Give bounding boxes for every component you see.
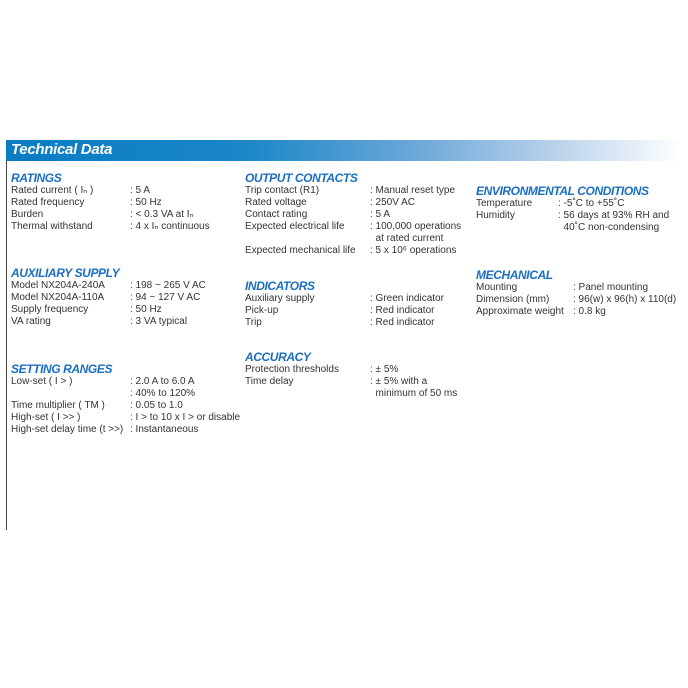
spec-label: Mounting — [476, 282, 518, 293]
spec-value: : Panel mounting — [573, 282, 649, 293]
spec-label: Supply frequency — [11, 304, 89, 315]
spec-row — [245, 317, 435, 329]
spec-label: VA rating — [11, 316, 51, 327]
left-border-line — [6, 140, 7, 530]
section-heading: ACCURACY — [245, 350, 311, 364]
spec-row — [11, 376, 195, 388]
spec-value: : 56 days at 93% RH and — [558, 210, 670, 221]
spec-row — [245, 305, 435, 317]
page-title: Technical Data — [11, 141, 113, 158]
spec-value: : 0.05 to 1.0 — [130, 400, 183, 411]
section-environmental-conditions — [476, 184, 670, 234]
section-indicators — [245, 279, 444, 329]
section-heading: SETTING RANGES — [11, 362, 113, 376]
spec-value: : 3 VA typical — [130, 316, 188, 327]
spec-value: : 40% to 120% — [130, 388, 196, 399]
spec-label: Expected electrical life — [245, 221, 345, 232]
spec-row — [11, 209, 194, 221]
spec-value: : ± 5% with a — [370, 376, 428, 387]
spec-label: Rated current ( Iₙ ) — [11, 185, 94, 196]
spec-label: Temperature — [476, 198, 533, 209]
spec-value: : 100,000 operations — [370, 221, 462, 232]
spec-label: Burden — [11, 209, 44, 220]
spec-row — [245, 376, 428, 388]
spec-value: : 250V AC — [370, 197, 416, 208]
section-auxiliary-supply — [11, 266, 206, 328]
spec-row — [11, 280, 206, 292]
spec-row — [476, 294, 677, 306]
section-heading: INDICATORS — [245, 279, 315, 293]
spec-row — [245, 233, 444, 245]
spec-value: : Red indicator — [370, 317, 435, 328]
spec-label: Low-set ( I > ) — [11, 376, 73, 387]
spec-value: : 96(w) x 96(h) x 110(d) — [573, 294, 677, 305]
spec-row — [476, 210, 670, 222]
spec-row — [11, 316, 188, 328]
section-heading: OUTPUT CONTACTS — [245, 171, 358, 185]
spec-value: : 5 A — [370, 209, 391, 220]
spec-value: : -5˚C to +55˚C — [558, 198, 625, 209]
section-accuracy — [245, 350, 458, 400]
spec-label: Thermal withstand — [11, 221, 93, 232]
spec-row — [476, 198, 649, 210]
spec-row — [11, 221, 210, 233]
spec-row — [245, 209, 391, 221]
section-ratings — [11, 171, 210, 233]
spec-value: : I > to 10 x I > or disable — [130, 412, 241, 423]
section-mechanical — [476, 268, 677, 318]
spec-label: Dimension (mm) — [476, 294, 550, 305]
section-heading: RATINGS — [11, 171, 62, 185]
spec-label: Time delay — [245, 376, 294, 387]
spec-row — [11, 185, 151, 197]
spec-label: High-set delay time (t >>) — [11, 424, 124, 435]
spec-value: : Instantaneous — [130, 424, 199, 435]
spec-label: Trip — [245, 317, 262, 328]
spec-label: Model NX204A-240A — [11, 280, 105, 291]
spec-row — [245, 197, 416, 209]
spec-label: Rated frequency — [11, 197, 85, 208]
spec-value: : 50 Hz — [130, 304, 162, 315]
spec-value: 40˚C non-condensing — [558, 222, 660, 233]
spec-row — [245, 185, 456, 197]
spec-value: : 2.0 A to 6.0 A — [130, 376, 195, 387]
spec-value: : < 0.3 VA at Iₙ — [130, 209, 194, 220]
spec-row — [11, 388, 196, 400]
spec-row — [245, 364, 399, 376]
spec-value: minimum of 50 ms — [370, 388, 458, 399]
spec-label: Auxiliary supply — [245, 293, 315, 304]
section-setting-ranges — [11, 362, 241, 436]
spec-row — [245, 293, 444, 305]
spec-value: : 0.8 kg — [573, 306, 606, 317]
spec-row — [11, 400, 183, 412]
spec-value: : 5 x 10⁶ operations — [370, 245, 457, 256]
spec-row — [245, 245, 457, 257]
spec-value: : 94 ~ 127 V AC — [130, 292, 201, 303]
spec-label: Time multiplier ( TM ) — [11, 400, 105, 411]
spec-label: Model NX204A-110A — [11, 292, 105, 303]
spec-value: : ± 5% — [370, 364, 399, 375]
spec-label: Expected mechanical life — [245, 245, 356, 256]
spec-label: Humidity — [476, 210, 515, 221]
spec-label: Rated voltage — [245, 197, 307, 208]
title-bar — [6, 140, 682, 161]
spec-row — [11, 412, 241, 424]
spec-label: Trip contact (R1) — [245, 185, 320, 196]
section-output-contacts — [245, 171, 462, 257]
spec-row — [11, 197, 162, 209]
spec-row — [476, 306, 606, 318]
spec-value: at rated current — [370, 233, 444, 244]
spec-value: : 4 x Iₙ continuous — [130, 221, 210, 232]
spec-row — [11, 292, 201, 304]
spec-row — [11, 304, 162, 316]
spec-value: : 5 A — [130, 185, 151, 196]
spec-value: : 198 ~ 265 V AC — [130, 280, 206, 291]
spec-value: : Green indicator — [370, 293, 444, 304]
section-heading: ENVIRONMENTAL CONDITIONS — [476, 184, 649, 198]
spec-row — [245, 221, 462, 233]
spec-row — [11, 424, 199, 436]
section-heading: AUXILIARY SUPPLY — [11, 266, 120, 280]
spec-row — [476, 222, 660, 234]
spec-label: Contact rating — [245, 209, 308, 220]
spec-value: : 50 Hz — [130, 197, 162, 208]
spec-row — [245, 388, 458, 400]
spec-row — [476, 282, 649, 294]
section-heading: MECHANICAL — [476, 268, 553, 282]
spec-value: : Manual reset type — [370, 185, 456, 196]
spec-label: Protection thresholds — [245, 364, 339, 375]
spec-label: Approximate weight — [476, 306, 564, 317]
spec-value: : Red indicator — [370, 305, 435, 316]
spec-label: High-set ( I >> ) — [11, 412, 81, 423]
spec-label: Pick-up — [245, 305, 279, 316]
